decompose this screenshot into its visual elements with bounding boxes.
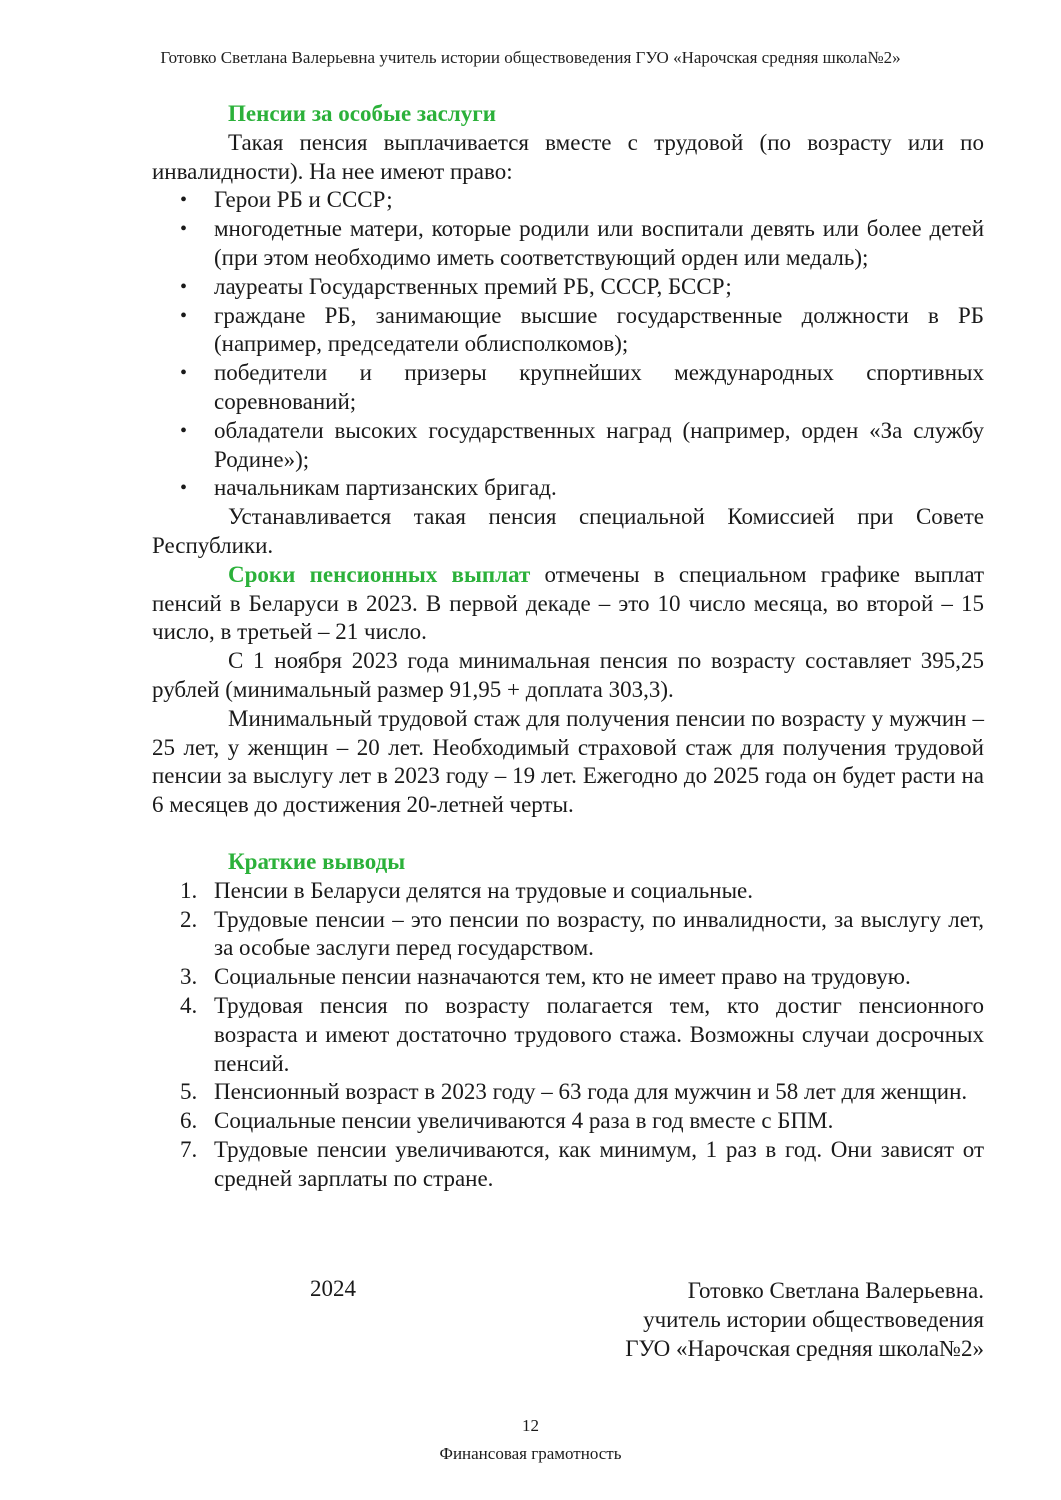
eligibility-list bbox=[152, 186, 984, 503]
list-item: 3. Социальные пенсии назначаются тем, кто не имеет право на трудовую. bbox=[180, 964, 911, 990]
list-item: 6. Социальные пенсии увеличиваются 4 раза в год вместе с БПМ. bbox=[180, 1108, 834, 1134]
established-paragraph: Устанавливается такая пенсия специальной Комиссией при Совете Республики. bbox=[152, 504, 984, 558]
bullet-icon: • bbox=[180, 218, 188, 241]
page-number: 12 bbox=[522, 1416, 539, 1435]
page-header: Готовко Светлана Валерьевна учитель истории обществоведения ГУО «Нарочская средняя школа№2» bbox=[160, 48, 901, 67]
list-item: 7. Трудовые пенсии увеличиваются, как минимум, 1 раз в год. Они зависят от средней зарплаты по стране. bbox=[180, 1136, 984, 1191]
bullet-icon: • bbox=[180, 362, 188, 385]
footer-title: Финансовая грамотность bbox=[439, 1444, 622, 1463]
bullet-icon: • bbox=[180, 419, 188, 442]
experience-paragraph: Минимальный трудовой стаж для получения пенсии по возрасту у мужчин – 25 лет, у женщин – 20 лет. Необходимый страховой стаж для получения трудовой пенсии за выслугу лет в 2023 году – 19 лет. Ежегодно до 2025 года он будет расти на 6 месяцев до достижения 20-летней черты. bbox=[152, 705, 984, 818]
bullet-icon: • bbox=[180, 304, 188, 327]
payment-terms-text: отмечены в специальном графике выплат пенсий в Беларуси в 2023. В первой декаде – это 10 число месяца, во второй – 15 число, в третьей – 21 число. bbox=[152, 561, 984, 645]
list-item: • многодетные матери, которые родили или воспитали девять или более детей (при этом необходимо иметь соответствующий орден или медаль); bbox=[180, 216, 984, 270]
signature-year: 2024 bbox=[310, 1276, 356, 1301]
list-item: 1. Пенсии в Беларуси делятся на трудовые и социальные. bbox=[180, 877, 754, 903]
list-item: • обладатели высоких государственных наград (например, орден «За службу Родине»); bbox=[180, 417, 984, 472]
signature-position: учитель истории обществоведения bbox=[643, 1307, 984, 1332]
spacer bbox=[152, 820, 984, 848]
signature-block bbox=[625, 1276, 984, 1363]
list-item: • Герои РБ и СССР; bbox=[152, 186, 984, 215]
minimum-pension-paragraph: С 1 ноября 2023 года минимальная пенсия по возрасту составляет 395,25 рублей (минимальный размер 91,95 + доплата 303,3). bbox=[152, 648, 984, 702]
list-item: • начальникам партизанских бригад. bbox=[152, 474, 984, 503]
section-title-conclusions: Краткие выводы bbox=[228, 848, 406, 874]
signature-school: ГУО «Нарочская средняя школа№2» bbox=[625, 1336, 984, 1361]
bullet-icon: • bbox=[180, 275, 188, 298]
payment-terms-highlight: Сроки пенсионных выплат bbox=[228, 561, 531, 587]
special-merit-intro: Такая пенсия выплачивается вместе с трудовой (по возрасту или по инвалидности). На нее имеют право: bbox=[152, 129, 984, 184]
conclusions-list bbox=[152, 877, 984, 1194]
list-item: • победители и призеры крупнейших международных спортивных соревнований; bbox=[180, 360, 984, 414]
payment-terms-paragraph bbox=[152, 561, 984, 647]
page-footer bbox=[0, 1412, 1061, 1468]
list-item: • граждане РБ, занимающие высшие государственные должности в РБ (например, председатели облисполкомов); bbox=[180, 302, 984, 357]
bullet-icon: • bbox=[180, 477, 188, 500]
signature-name: Готовко Светлана Валерьевна. bbox=[687, 1278, 984, 1303]
document-body bbox=[152, 100, 984, 1193]
list-item: • лауреаты Государственных премий РБ, СССР, БССР; bbox=[152, 273, 984, 302]
list-item: 2. Трудовые пенсии – это пенсии по возрасту, по инвалидности, за выслугу лет, за особые заслуги перед государством. bbox=[180, 906, 984, 961]
section-title-special-merit: Пенсии за особые заслуги bbox=[228, 101, 496, 126]
bullet-icon: • bbox=[180, 189, 188, 212]
list-item: 5. Пенсионный возраст в 2023 году – 63 года для мужчин и 58 лет для женщин. bbox=[180, 1079, 968, 1105]
list-item: 4. Трудовая пенсия по возрасту полагается тем, кто достиг пенсионного возраста и имеют достаточно трудового стажа. Возможны случаи досрочных пенсий. bbox=[180, 992, 984, 1076]
